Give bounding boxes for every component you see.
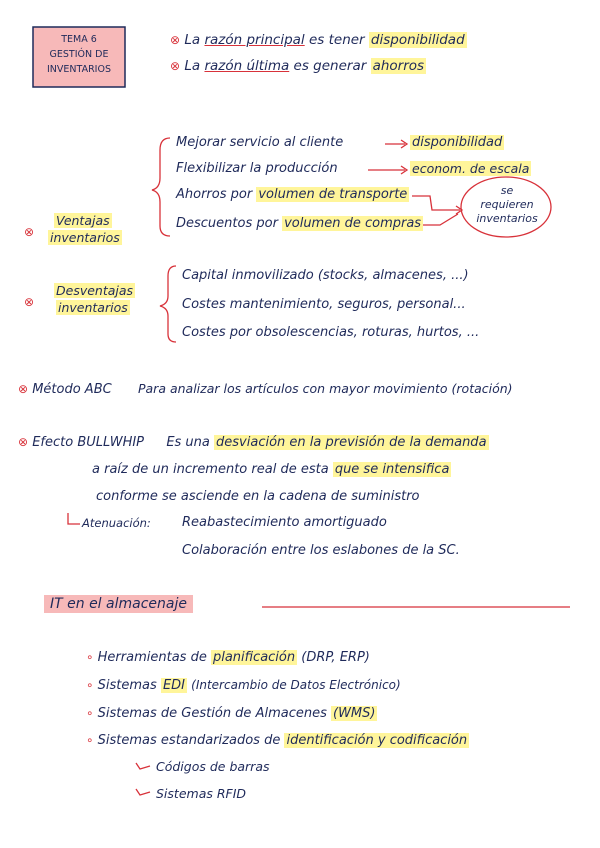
ventaja-item	[176, 187, 409, 202]
highlight: que se intensifica	[334, 462, 450, 477]
highlight: disponibilidad	[412, 135, 503, 150]
it-item	[86, 706, 377, 721]
abc-line	[18, 381, 513, 397]
desventaja-item: Capital inmovilizado (stocks, almacenes, ...)	[182, 268, 469, 283]
highlight: volumen de transporte	[258, 187, 408, 202]
bullet-icon: ⊗	[170, 59, 181, 73]
bullwhip-line-2	[92, 462, 451, 477]
desventaja-item: Costes mantenimiento, seguros, personal...	[182, 297, 466, 312]
ventajas-brace	[152, 138, 170, 236]
highlight: Ventajas	[56, 213, 110, 228]
it-subitem: Códigos de barras	[156, 759, 270, 774]
bullet-icon: ⊗	[170, 33, 181, 47]
desventaja-item: Costes por obsolescencias, roturas, hurtos, ...	[182, 325, 480, 340]
text: inventarios	[476, 212, 538, 225]
text: requieren	[480, 198, 534, 211]
ventaja-item	[176, 161, 338, 176]
ventaja-item	[176, 135, 343, 150]
bullet-icon: ∘	[86, 733, 94, 747]
text: razón principal	[204, 32, 305, 48]
highlight: inventarios	[58, 300, 128, 315]
it-item	[86, 678, 401, 693]
highlight: Desventajas	[56, 283, 134, 298]
title-line: INVENTARIOS	[47, 64, 111, 75]
text: La	[184, 58, 201, 74]
bullet-icon: ⊗	[18, 435, 29, 449]
it-subitem: Sistemas RFID	[156, 786, 247, 801]
highlight: identificación y codificación	[286, 733, 468, 748]
text: La	[184, 32, 201, 48]
highlight: volumen de compras	[284, 216, 422, 231]
title-line: GESTIÓN DE	[49, 49, 109, 60]
text: Flexibilizar la producción	[176, 161, 338, 176]
text: es generar	[293, 58, 367, 74]
text: Sistemas estandarizados de	[97, 733, 281, 748]
bullet-icon: ∘	[86, 650, 94, 664]
highlight: (WMS)	[333, 706, 376, 721]
it-item	[86, 733, 469, 748]
text: Descuentos por	[176, 216, 278, 231]
it-item	[86, 650, 370, 665]
text: Efecto BULLWHIP	[32, 435, 145, 450]
bubble-text	[462, 184, 552, 226]
text: a raíz de un incremento real de esta	[92, 462, 329, 477]
bullwhip-line-3: conforme se asciende en la cadena de suministro	[96, 489, 420, 504]
highlight: ahorros	[372, 58, 425, 74]
text: Sistemas	[97, 678, 157, 693]
highlight: desviación en la previsión de la demanda	[216, 435, 487, 450]
highlight: disponibilidad	[370, 32, 465, 48]
text: razón última	[204, 58, 290, 74]
bullet-icon: ⊗	[18, 382, 29, 396]
atenuacion-label: Atenuación:	[82, 516, 151, 530]
text: Para analizar los artículos con mayor movimiento (rotación)	[137, 381, 513, 396]
desventajas-brace	[160, 266, 176, 342]
ventajas-label	[24, 212, 122, 246]
atenuacion-item: Reabastecimiento amortiguado	[182, 515, 387, 530]
desventajas-label	[24, 282, 135, 316]
text: Sistemas de Gestión de Almacenes	[97, 706, 327, 721]
reason-line-2	[170, 58, 426, 74]
highlight: planificación	[212, 650, 296, 665]
text: (Intercambio de Datos Electrónico)	[191, 678, 401, 692]
ventaja-result	[410, 135, 504, 150]
atenuacion-item: Colaboración entre los eslabones de la SC.	[182, 543, 460, 558]
bullet-icon: ∘	[86, 678, 94, 692]
bullwhip-line-1	[18, 435, 489, 450]
ventaja-result	[410, 161, 531, 176]
highlight: IT en el almacenaje	[44, 595, 193, 613]
it-section-title	[44, 596, 193, 612]
text: Ahorros por	[176, 187, 253, 202]
text: Método ABC	[32, 382, 112, 397]
text: Herramientas de	[97, 650, 207, 665]
text: (DRP, ERP)	[301, 650, 370, 665]
highlight: inventarios	[50, 230, 120, 245]
ventaja-item	[176, 216, 423, 231]
reason-line-1	[170, 32, 467, 48]
text: Es una	[166, 435, 210, 450]
text: Mejorar servicio al cliente	[176, 135, 344, 150]
title-box-text	[36, 32, 122, 77]
bullet-icon: ∘	[86, 706, 94, 720]
highlight: econom. de escala	[412, 161, 530, 176]
title-line: TEMA 6	[61, 34, 97, 45]
text: es tener	[308, 32, 365, 48]
text: se	[500, 184, 514, 197]
highlight: EDI	[162, 678, 185, 693]
bullet-icon: ⊗	[24, 295, 35, 309]
bullet-icon: ⊗	[24, 225, 35, 239]
